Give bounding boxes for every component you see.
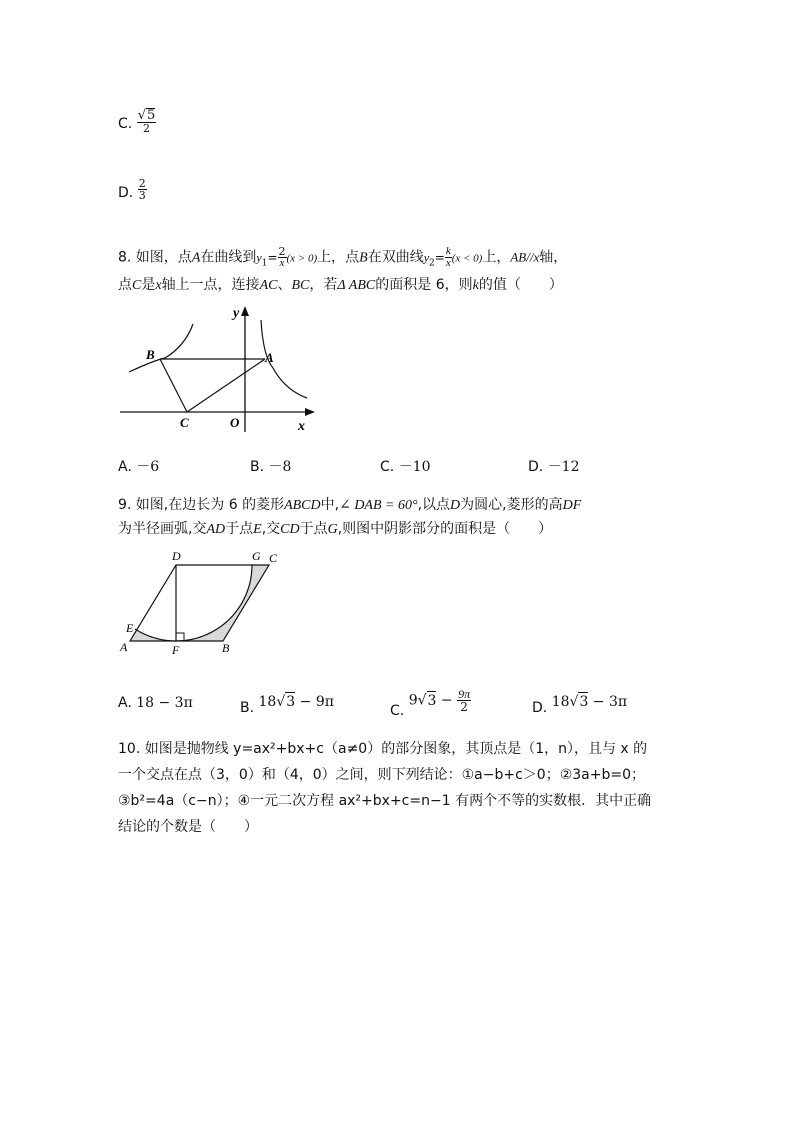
label-a: A <box>120 640 128 654</box>
segment-bc: BC <box>291 278 310 293</box>
point-g: G <box>327 522 338 537</box>
q8-text: 上，点 <box>317 249 360 266</box>
option-label: B. <box>250 459 265 475</box>
option-radicand: 3 <box>579 694 589 710</box>
q8-text: 上， <box>482 249 511 266</box>
q8-text: 轴， <box>539 249 568 266</box>
q8-text: 的面积是 6，则 <box>375 277 473 293</box>
option-d-fraction <box>138 178 147 201</box>
fraction-denominator: x <box>278 257 287 269</box>
q9-option-b: B. 18√3 − 9π <box>240 694 334 716</box>
option-rest: − 9π <box>295 694 334 710</box>
label-b: B <box>222 641 230 655</box>
option-d <box>118 178 147 202</box>
label-origin: O <box>230 415 240 430</box>
fraction-k-over-x <box>445 246 452 269</box>
option-d-numerator: 2 <box>138 177 146 190</box>
option-c-fraction: $\frac{√5}{2}$ <box>137 108 156 135</box>
q9-text: 中, <box>320 497 340 513</box>
point-b: B <box>359 250 368 266</box>
option-c-radicand: 5 <box>146 108 156 123</box>
segment-ad: AD <box>206 522 226 537</box>
variable-x: x <box>155 278 162 293</box>
segment-ac <box>187 359 265 412</box>
equals-sign: = <box>267 250 278 265</box>
q9-text: 为圆心,菱形的高 <box>460 497 563 513</box>
fraction-denominator: x <box>445 257 451 269</box>
q9-text: ,以点 <box>417 497 451 513</box>
y1-subscript: 1 <box>261 258 268 269</box>
option-c-label: C. <box>118 116 133 132</box>
variable-k: k <box>472 278 479 293</box>
curve-y2 <box>129 324 193 372</box>
segment-cd: CD <box>280 522 300 537</box>
fraction-2-over-x <box>278 246 287 269</box>
segment-df: DF <box>562 498 582 513</box>
option-label: D. <box>528 459 544 475</box>
label-y: y <box>233 306 240 321</box>
q8-option-b <box>250 458 291 476</box>
y2-subscript: 2 <box>429 258 435 269</box>
q8-text: 在双曲线 <box>367 249 424 266</box>
triangle-abc: Δ ABC <box>337 278 376 293</box>
q10-line-2: 一个交点在点（3，0）和（4，0）之间，则下列结论：①a−b+c＞0；②3a+b=0； <box>118 767 646 783</box>
point-c: C <box>132 278 142 293</box>
option-fraction <box>457 688 471 713</box>
segment-ac: AC <box>259 278 278 293</box>
point-a: A <box>191 250 201 266</box>
label-c: C <box>269 551 278 565</box>
angle-dab: ∠ DAB = 60° <box>339 498 418 513</box>
q8-line-1 <box>118 246 567 272</box>
q9-text: 于点 <box>225 521 254 537</box>
q9-text: 于点 <box>299 521 328 537</box>
option-c-denominator: 2 <box>137 122 157 134</box>
equals-sign: = <box>434 250 445 265</box>
option-label: B. <box>240 700 255 716</box>
q8-text: 轴上一点，连接 <box>161 277 260 293</box>
q9-option-d: D. 18√3 − 3π <box>532 694 628 716</box>
q8-text: 在曲线到 <box>200 249 257 266</box>
q9-text: ,则图中阴影部分的面积是（ ） <box>337 521 553 537</box>
label-x: x <box>298 419 305 434</box>
label-f: F <box>172 643 180 657</box>
segment-bc <box>160 359 187 412</box>
q9-line-1 <box>118 496 581 515</box>
option-radicand: 3 <box>286 694 296 710</box>
q9-option-c: C. 9√3 − $\frac{9\pi}{2}$ <box>390 687 471 719</box>
y1-symbol: y <box>256 250 262 265</box>
condition-x-negative: (x < 0) <box>451 252 483 265</box>
y2-symbol: y <box>423 250 430 265</box>
option-value: －8 <box>268 459 292 475</box>
q10-line-3: ③b²=4a（c−n）；④一元二次方程 ax²+bx+c=n−1 有两个不等的实数根．其中正确 <box>118 793 652 809</box>
q8-option-c <box>380 458 431 476</box>
q8-text: 点 <box>118 277 132 293</box>
option-label: A. <box>118 695 132 711</box>
option-coefficient: 18 <box>551 694 570 710</box>
label-d: D <box>172 549 181 563</box>
option-label: C. <box>380 459 395 475</box>
option-radicand: 3 <box>427 692 437 709</box>
option-coefficient: 18 <box>258 694 277 710</box>
option-d-label: D. <box>118 185 134 201</box>
option-c <box>118 108 156 134</box>
q8-option-d <box>528 458 580 476</box>
label-e: E <box>126 621 134 635</box>
ab-parallel-x: AB//x <box>510 249 540 265</box>
q9-text: 为半径画弧,交 <box>118 521 207 537</box>
option-value: －12 <box>547 459 580 475</box>
point-d: D <box>450 498 461 513</box>
x-axis-arrow-icon <box>305 408 315 416</box>
label-g: G <box>252 549 261 563</box>
q9-option-a <box>118 694 193 712</box>
q10-line-4: 结论的个数是（ ） <box>118 819 258 835</box>
q8-figure <box>115 302 325 434</box>
option-label: C. <box>390 702 405 719</box>
option-label: A. <box>118 459 132 475</box>
q9-text: 9. 如图,在边长为 6 的菱形 <box>118 497 285 513</box>
label-b: B <box>146 347 155 362</box>
q8-option-a <box>118 458 159 476</box>
q8-line-2 <box>118 276 563 295</box>
q8-text: 是 <box>141 277 156 293</box>
option-value: －6 <box>136 459 160 475</box>
separator: 、 <box>277 277 292 293</box>
option-d-denominator: 3 <box>138 189 146 202</box>
y-axis-arrow-icon <box>241 306 249 316</box>
condition-x-positive: (x > 0) <box>286 252 318 265</box>
point-e: E <box>253 522 262 537</box>
option-label: D. <box>532 700 548 716</box>
option-coefficient: 9 <box>408 692 418 709</box>
option-minus: − <box>436 692 458 709</box>
q10-line-1: 10. 如图是抛物线 y=ax²+bx+c（a≠0）的部分图象，其顶点是（1，n），且与 x 的 <box>118 741 648 757</box>
q8-text: 8. 如图，点 <box>118 249 192 266</box>
q9-line-2 <box>118 520 552 539</box>
fraction-numerator: 2 <box>278 245 286 258</box>
option-value: －10 <box>398 459 431 475</box>
fraction-denominator: 2 <box>457 700 471 713</box>
q9-figure <box>115 545 290 660</box>
q8-text: 的值（ ） <box>478 277 563 293</box>
label-a: A <box>265 350 274 365</box>
rhombus-abcd: ABCD <box>284 498 321 513</box>
label-c: C <box>180 415 189 430</box>
q9-text: ,交 <box>261 521 281 537</box>
fraction-numerator: k <box>445 245 451 257</box>
option-value: 18 − 3π <box>136 695 193 711</box>
fraction-numerator: 9π <box>458 687 471 701</box>
option-rest: − 3π <box>588 694 628 710</box>
q8-text: ，若 <box>309 277 338 293</box>
